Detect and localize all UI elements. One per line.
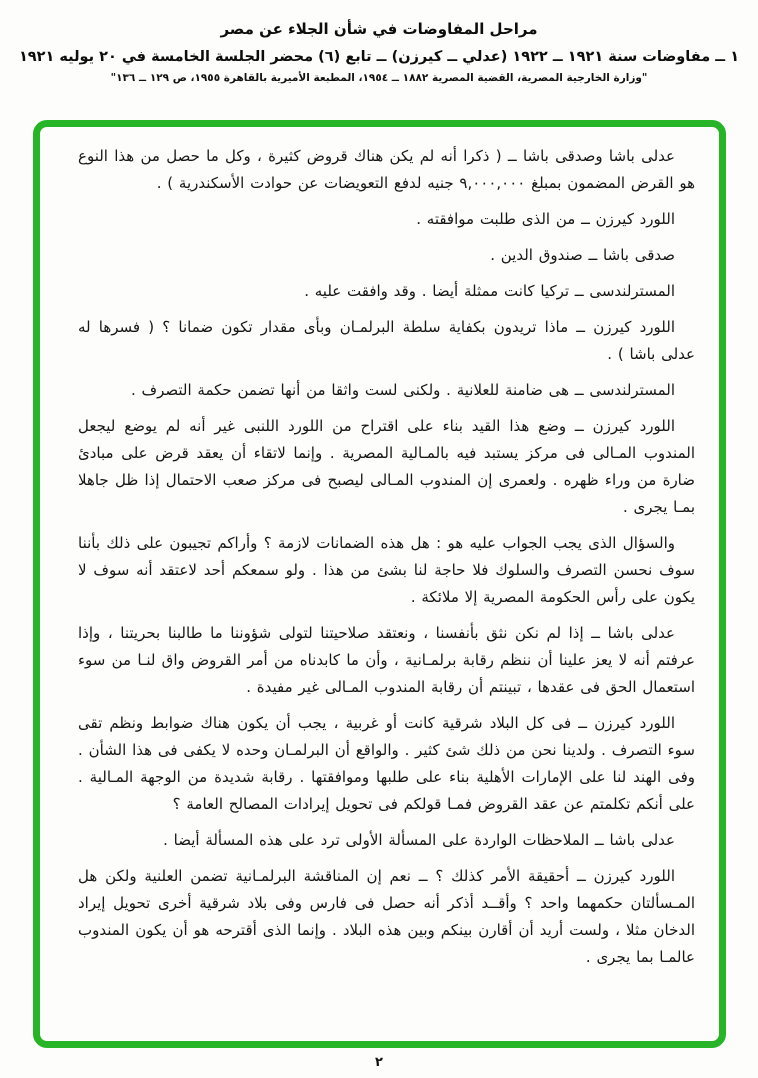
dialogue-paragraph: المسترلندسى ــ تركيا كانت ممثلة أيضا . وقد وافقت عليه . [304, 282, 675, 300]
page-number: ٢ [375, 1055, 383, 1070]
dialogue-paragraph: عدلى باشا ــ الملاحظات الواردة على المسألة الأولى ترد على هذه المسألة أيضا . [163, 831, 675, 849]
dialogue-paragraph: اللورد كيرزن ــ فى كل البلاد شرقية كانت أو غربية ، يجب أن يكون هناك ضوابط ونظم تقى سوء التصرف . ولدينا نحن من ذلك شئ كثير . والواقع أن البرلمـان وحده لا يكفى فى هذا الشأن . وفى الهند لنا على الإمارات الأهلية بناء على طلبها وموافقتها . رقابة شديدة من الوجهة المـالية . على أنكم تكلمتم عن عقد القروض فمـا قولكم فى تحويل إيرادات المصالح العامة ؟ [78, 714, 695, 813]
dialogue-paragraph: اللورد كيرزن ــ من الذى طلبت موافقته . [416, 210, 675, 228]
source-citation: "وزارة الخارجية المصرية، القضية المصرية ١٨٨٢ ــ ١٩٥٤، المطبعة الأميرية بالقاهرة ١٩٥٥، ص ١٢٩ ــ ١٣٦" [110, 72, 648, 84]
dialogue-paragraph: اللورد كيرزن ــ ماذا تريدون بكفاية سلطة البرلمـان وبأى مقدار تكون ضمانا ؟ ( فسرها له عدلى باشا ) . [78, 318, 695, 363]
dialogue-paragraph: اللورد كيرزن ــ وضع هذا القيد بناء على اقتراح من اللورد اللنبى غير أنه لم يوضع ليجعل المندوب المـالى فى مركز يستبد فيه بالمـالية المصرية . وإنما لاتقاء أن يعقد قرض على مبادئ ضارة من وراء ظهره . ولعمرى إن المندوب المـالى ليصبح فى مركز صعب الاحتمال إذا ظل جاهلا بمـا يجرى . [78, 417, 695, 516]
document-title: مراحل المفاوضات في شأن الجلاء عن مصر [220, 20, 538, 38]
document-header [0, 0, 758, 84]
dialogue-paragraph: عدلى باشا ــ إذا لم نكن نثق بأنفسنا ، ونعتقد صلاحيتنا لتولى شؤوننا ما طالبنا بحريتنا ، وإذا عرفتم أنه لا يعز علينا أن ننظم رقابة برلمـانية ، وأن ما كابدناه من أمر القروض واق لنـا من سوء استعمال الحق فى عقدها ، تبينتم أن رقابة المندوب المـالى غير مفيدة . [78, 624, 695, 696]
dialogue-paragraph: اللورد كيرزن ــ أحقيقة الأمر كذلك ؟ ــ نعم إن المناقشة البرلمـانية تضمن العلنية ولكن هل المـسألتان حكمهما واحد ؟ وأقــد أذكر أنه حصل فى فارس وفى بلاد شرقية أخرى تحويل إيراد الدخان مثلا ، ولست أريد أن أقارن بينكم وبين هذه البلاد . وإنما الذى أقترحه هو أن يكون المندوب عالمـا بما يجرى . [78, 867, 695, 966]
highlighted-transcript-frame [33, 120, 726, 1048]
dialogue-paragraph: والسؤال الذى يجب الجواب عليه هو : هل هذه الضمانات لازمة ؟ وأراكم تجيبون على ذلك بأننا سوف نحسن التصرف والسلوك فلا حاجة لنا بشئ من هذا . ولو سمعكم أحد لاعتقد أنه سوف لا يكون على رأس الحكومة المصرية إلا ملائكة . [78, 534, 695, 606]
dialogue-paragraph: عدلى باشا وصدقى باشا ــ ( ذكرا أنه لم يكن هناك قروض كثيرة ، وكل ما حصل من هذا النوع هو القرض المضمون بمبلغ ٩,٠٠٠,٠٠٠ جنيه لدفع التعويضات عن حوادت الأسكندرية ) . [78, 147, 695, 192]
session-heading: ١ ــ مفاوضات سنة ١٩٢١ ــ ١٩٢٢ (عدلي ــ كيرزن) ــ تابع (٦) محضر الجلسة الخامسة في ٢٠ يوليه ١٩٢١ [18, 49, 740, 65]
dialogue-paragraph: المسترلندسى ــ هى ضامنة للعلانية . ولكنى لست واثقا من أنها تضمن حكمة التصرف . [131, 381, 675, 399]
dialogue-paragraph: صدقى باشا ــ صندوق الدين . [490, 246, 675, 264]
